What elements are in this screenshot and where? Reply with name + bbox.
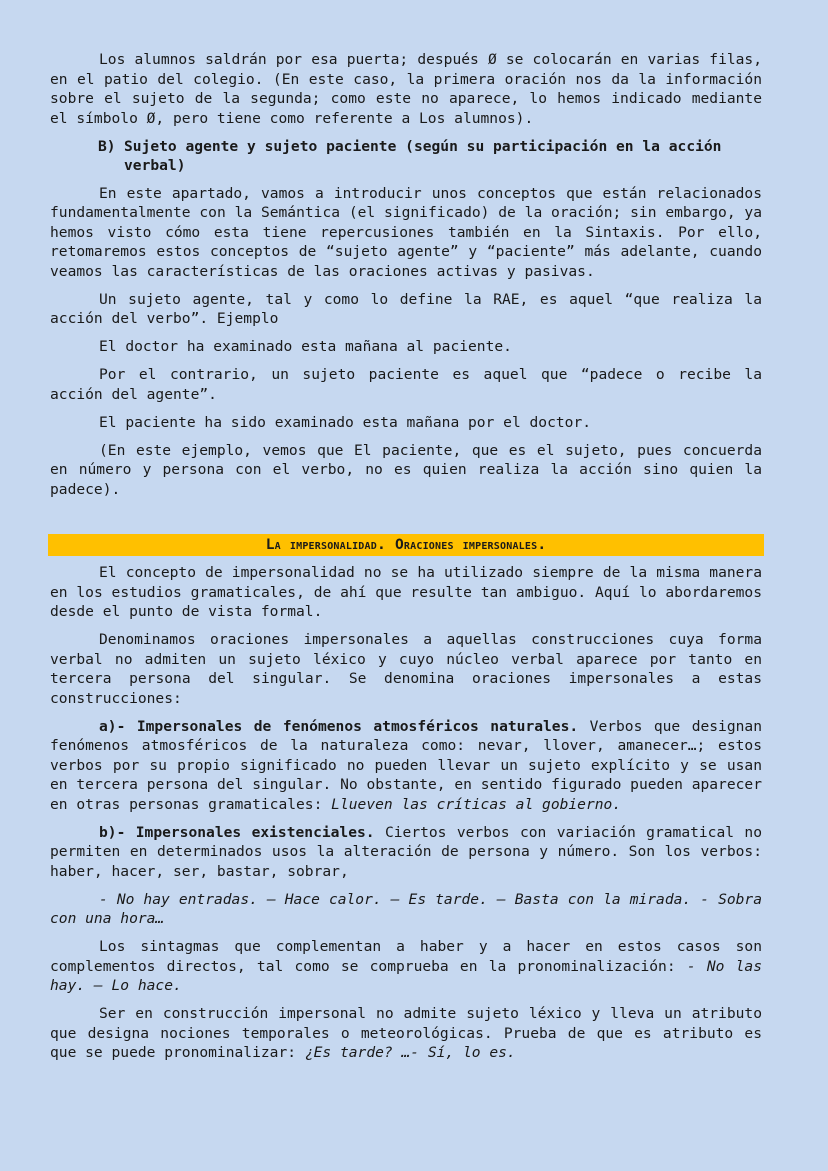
subheading-label: B) [98, 137, 116, 155]
text-ser-impersonal: Ser en construcción impersonal no admite sujeto léxico y lleva un atributo que designa nociones temporales o meteorológicas. Prueba de que es atributo es que se puede pronominalizar: [50, 1005, 762, 1061]
example-sujeto-agente: El doctor ha examinado esta mañana al paciente. [99, 338, 512, 355]
example-sujeto-paciente: El paciente ha sido examinado esta mañana por el doctor. [99, 413, 592, 431]
subheading-sujeto-agente-paciente [98, 137, 762, 176]
text-impersonales-existenciales: Ciertos verbos con variación gramatical no permiten en determinados usos la alteración de persona y número. Son los verbos: haber, hacer, ser, bastar, sobrar, [50, 823, 762, 880]
term-impersonales-existenciales: b)- Impersonales existenciales. [99, 823, 375, 841]
subheading-text: Sujeto agente y sujeto paciente (según su participación en la acción verbal) [124, 137, 722, 174]
paragraph-explicacion-ejemplo: (En este ejemplo, vemos que El paciente, que es el sujeto, pues concuerda en número y persona con el verbo, no es quien realiza la acción sino quien la padece). [50, 441, 762, 498]
example-llueven-criticas: Llueven las críticas al gobierno. [331, 795, 622, 813]
example-pronominalizacion: - No las hay. – Lo hace. [50, 957, 762, 994]
paragraph-impersonales-atmosfericos [50, 717, 762, 815]
examples-existenciales-text: - No hay entradas. – Hace calor. – Es tarde. – Basta con la mirada. - Sobra con una hora… [50, 890, 762, 927]
examples-existenciales [50, 890, 762, 929]
paragraph-definicion-impersonales: Denominamos oraciones impersonales a aquellas construcciones cuya forma verbal no admiten un sujeto léxico y cuyo núcleo verbal aparece por tanto en tercera persona del singular. Se denomina oraciones impersonales a estas construcciones: [50, 631, 762, 707]
paragraph-ser-impersonal [50, 1004, 762, 1063]
paragraph-concepto-impersonalidad: El concepto de impersonalidad no se ha utilizado siempre de la misma manera en los estudios gramaticales, de ahí que resulte tan ambiguo. Aquí lo abordaremos desde el punto de vista formal. [50, 564, 762, 620]
section-title-text: La impersonalidad. Oraciones impersonales. [265, 536, 547, 553]
text-sintagmas: Los sintagmas que complementan a haber y a hacer en estos casos son complementos directos, tal como se comprueba en la pronominalización: [50, 938, 762, 975]
paragraph-sujeto-agente: Un sujeto agente, tal y como lo define la RAE, es aquel “que realiza la acción del verbo”. Ejemplo [50, 290, 762, 327]
section-title-impersonalidad [48, 534, 764, 556]
text-impersonales-atmosfericos: Verbos que designan fenómenos atmosféricos de la naturaleza como: nevar, llover, amanecer…; estos verbos por su propio significado no pueden llevar un sujeto explícito y se usan en tercera persona del singular. No obstante, en sentido figurado pueden aparecer en otras personas gramaticales: [50, 717, 762, 813]
paragraph-sintagmas-haber-hacer [50, 937, 762, 996]
paragraph-impersonales-existenciales [50, 823, 762, 882]
paragraph-sujeto-elidido: Los alumnos saldrán por esa puerta; después Ø se colocarán en varias filas, en el patio del colegio. (En este caso, la primera oración nos da la información sobre el sujeto de la segunda; como este no aparece, lo hemos indicado mediante el símbolo Ø, pero tiene como referente a Los alumnos). [50, 51, 762, 127]
paragraph-introduccion-semantica: En este apartado, vamos a introducir unos conceptos que están relacionados fundamentalmente con la Semántica (el significado) de la oración; sin embargo, ya hemos visto cómo esta tiene repercusiones también en la Sintaxis. Por ello, retomaremos estos conceptos de “sujeto agente” y “paciente” más adelante, cuando veamos las características de las oraciones activas y pasivas. [50, 184, 762, 280]
paragraph-sujeto-paciente: Por el contrario, un sujeto paciente es aquel que “padece o recibe la acción del agente”. [50, 366, 762, 403]
term-impersonales-atmosfericos: a)- Impersonales de fenómenos atmosféricos naturales. [99, 717, 579, 735]
example-es-tarde: ¿Es tarde? …- Sí, lo es. [304, 1044, 516, 1061]
